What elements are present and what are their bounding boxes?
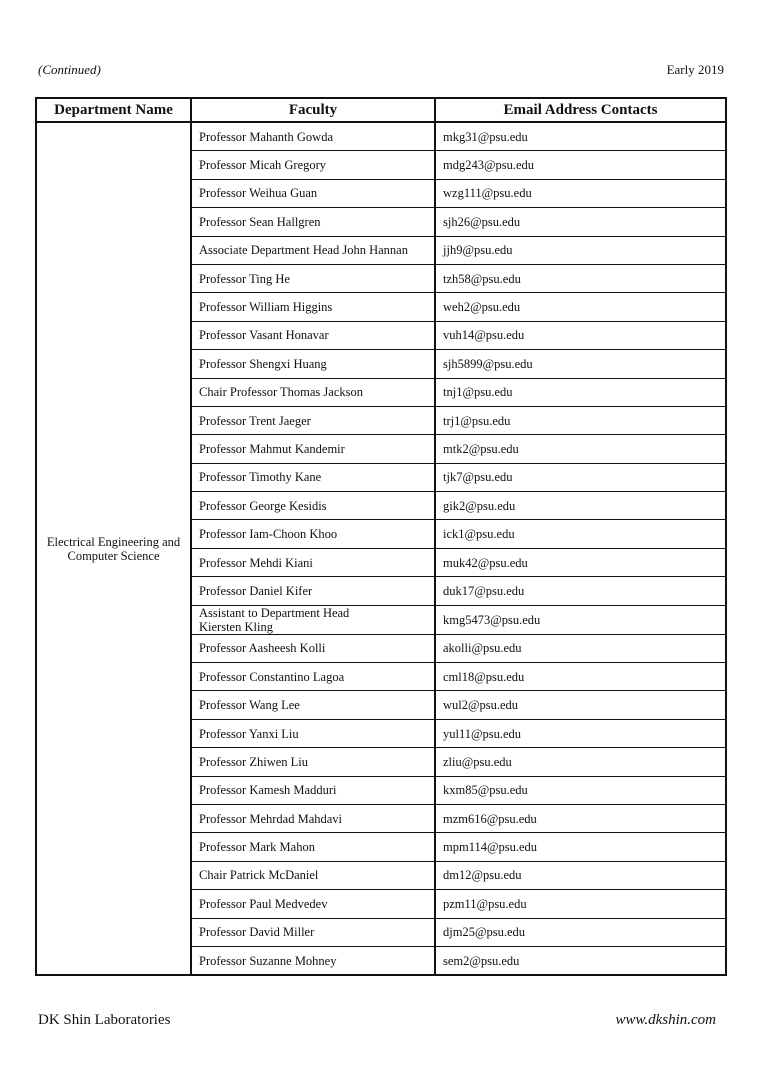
faculty-name-cell: Professor Vasant Honavar (191, 321, 435, 349)
faculty-name-cell: Chair Patrick McDaniel (191, 861, 435, 889)
email-cell: wul2@psu.edu (435, 691, 726, 719)
email-cell: mpm114@psu.edu (435, 833, 726, 861)
faculty-name-cell: Professor Wang Lee (191, 691, 435, 719)
faculty-name-cell: Associate Department Head John Hannan (191, 236, 435, 264)
faculty-name-cell: Professor Mahmut Kandemir (191, 435, 435, 463)
faculty-name-cell: Professor David Miller (191, 918, 435, 946)
column-header-department: Department Name (36, 98, 191, 122)
faculty-name-cell: Professor Mehrdad Mahdavi (191, 804, 435, 832)
email-cell: mzm616@psu.edu (435, 804, 726, 832)
faculty-name-cell: Professor Shengxi Huang (191, 350, 435, 378)
department-name-cell: Electrical Engineering and Computer Science (36, 122, 191, 975)
faculty-name-cell: Professor Sean Hallgren (191, 208, 435, 236)
faculty-name-cell: Professor William Higgins (191, 293, 435, 321)
email-cell: yul11@psu.edu (435, 719, 726, 747)
email-cell: sem2@psu.edu (435, 946, 726, 975)
email-cell: weh2@psu.edu (435, 293, 726, 321)
faculty-name-cell: Professor Yanxi Liu (191, 719, 435, 747)
table-row (36, 122, 726, 151)
faculty-name-cell: Professor Kamesh Madduri (191, 776, 435, 804)
email-cell: muk42@psu.edu (435, 548, 726, 576)
column-header-faculty: Faculty (191, 98, 435, 122)
table-header-row (36, 98, 726, 122)
faculty-name-cell: Professor Daniel Kifer (191, 577, 435, 605)
faculty-name-cell: Chair Professor Thomas Jackson (191, 378, 435, 406)
faculty-name-cell: Professor Mehdi Kiani (191, 548, 435, 576)
email-cell: djm25@psu.edu (435, 918, 726, 946)
email-cell: tnj1@psu.edu (435, 378, 726, 406)
footer-company: DK Shin Laboratories (38, 1012, 171, 1028)
email-cell: cml18@psu.edu (435, 663, 726, 691)
faculty-name-cell: Professor Ting He (191, 264, 435, 292)
table-body (36, 122, 726, 975)
faculty-name-cell: Professor Constantino Lagoa (191, 663, 435, 691)
email-cell: kxm85@psu.edu (435, 776, 726, 804)
faculty-name-cell: Professor Weihua Guan (191, 179, 435, 207)
email-cell: pzm11@psu.edu (435, 890, 726, 918)
email-cell: akolli@psu.edu (435, 634, 726, 662)
email-cell: sjh5899@psu.edu (435, 350, 726, 378)
email-cell: tzh58@psu.edu (435, 264, 726, 292)
faculty-name-cell: Professor Paul Medvedev (191, 890, 435, 918)
email-cell: duk17@psu.edu (435, 577, 726, 605)
faculty-name-cell: Professor Aasheesh Kolli (191, 634, 435, 662)
email-cell: gik2@psu.edu (435, 492, 726, 520)
faculty-name-cell: Professor Trent Jaeger (191, 406, 435, 434)
faculty-name-cell: Professor Mark Mahon (191, 833, 435, 861)
date-label: Early 2019 (666, 62, 724, 77)
email-cell: wzg111@psu.edu (435, 179, 726, 207)
faculty-name-cell: Professor Timothy Kane (191, 463, 435, 491)
email-cell: sjh26@psu.edu (435, 208, 726, 236)
email-cell: ick1@psu.edu (435, 520, 726, 548)
faculty-name-cell: Professor Zhiwen Liu (191, 748, 435, 776)
faculty-name-cell: Professor Suzanne Mohney (191, 946, 435, 975)
email-cell: mtk2@psu.edu (435, 435, 726, 463)
email-cell: tjk7@psu.edu (435, 463, 726, 491)
faculty-table (35, 97, 727, 976)
faculty-name-cell: Assistant to Department Head Kiersten Kling (191, 605, 435, 634)
faculty-name-cell: Professor George Kesidis (191, 492, 435, 520)
email-cell: vuh14@psu.edu (435, 321, 726, 349)
faculty-name-cell: Professor Mahanth Gowda (191, 122, 435, 151)
continued-label: (Continued) (38, 62, 101, 77)
email-cell: jjh9@psu.edu (435, 236, 726, 264)
email-cell: mdg243@psu.edu (435, 151, 726, 179)
email-cell: trj1@psu.edu (435, 406, 726, 434)
faculty-name-cell: Professor Micah Gregory (191, 151, 435, 179)
email-cell: kmg5473@psu.edu (435, 605, 726, 634)
column-header-email: Email Address Contacts (435, 98, 726, 122)
email-cell: zliu@psu.edu (435, 748, 726, 776)
footer-website: www.dkshin.com (615, 1012, 716, 1028)
email-cell: mkg31@psu.edu (435, 122, 726, 151)
email-cell: dm12@psu.edu (435, 861, 726, 889)
faculty-name-cell: Professor Iam-Choon Khoo (191, 520, 435, 548)
